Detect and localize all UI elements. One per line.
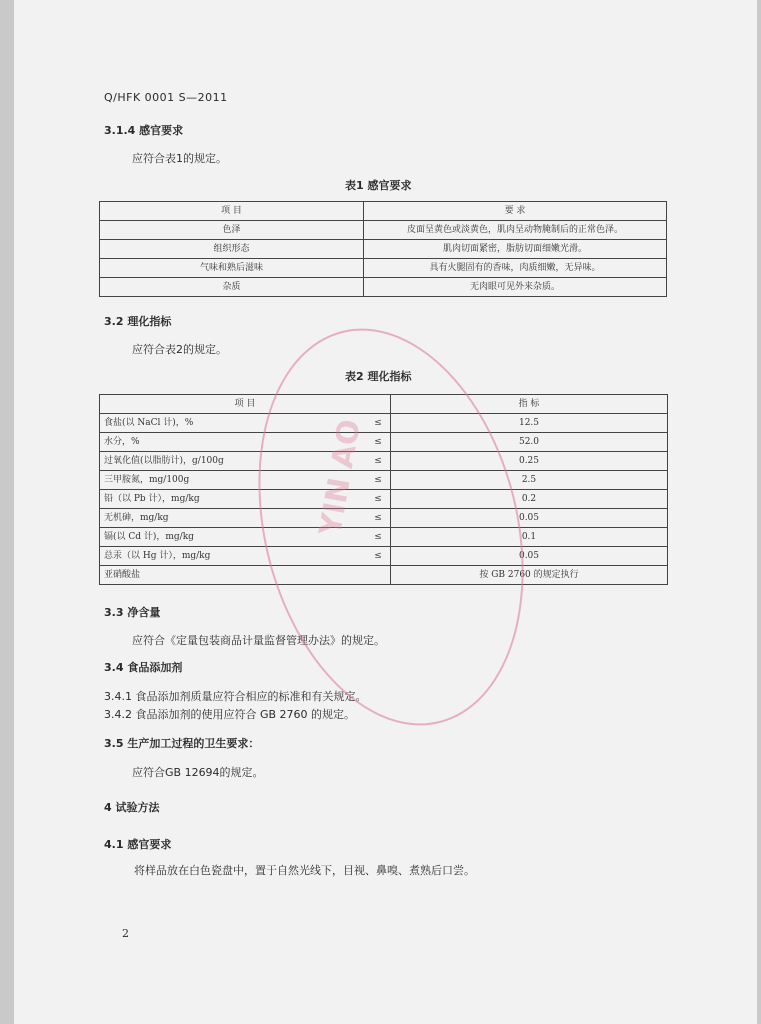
paragraph-3-2: 应符合表2的规定。 <box>132 343 227 356</box>
table2-value-cell: 按 GB 2760 的规定执行 <box>391 566 668 585</box>
heading-4-1: 4.1 感官要求 <box>104 838 172 851</box>
table2-value-cell: 2.5 <box>391 471 668 490</box>
table2-row <box>100 509 668 528</box>
table2-value-cell: 0.25 <box>391 452 668 471</box>
paragraph-3-4-2: 3.4.2 食品添加剂的使用应符合 GB 2760 的规定。 <box>104 708 356 721</box>
table2-header-cell: 项 目 <box>100 395 391 414</box>
table1-requirement-cell: 皮面呈黄色或淡黄色，肌肉呈动物腌制后的正常色泽。 <box>364 221 667 240</box>
table2-value-cell: 0.05 <box>391 547 668 566</box>
paragraph-3-1-4: 应符合表1的规定。 <box>132 152 227 165</box>
table1-header-row <box>100 202 667 221</box>
paragraph-3-4-1: 3.4.1 食品添加剂质量应符合相应的标准和有关规定。 <box>104 690 367 703</box>
table2-operator-cell: ≤ <box>366 490 391 509</box>
heading-3-1-4: 3.1.4 感官要求 <box>104 124 184 137</box>
table2-operator-cell <box>366 566 391 585</box>
table2-row <box>100 452 668 471</box>
paragraph-3-3: 应符合《定量包装商品计量监督管理办法》的规定。 <box>132 634 385 647</box>
heading-3-4: 3.4 食品添加剂 <box>104 661 183 674</box>
table1-item-cell: 组织形态 <box>100 240 364 259</box>
table2-row <box>100 566 668 585</box>
seal-text: YIN AO <box>313 416 368 539</box>
table2-operator-cell: ≤ <box>366 433 391 452</box>
document-page <box>14 0 757 1024</box>
table2-row <box>100 471 668 490</box>
table2-row <box>100 433 668 452</box>
table2-value-cell: 0.1 <box>391 528 668 547</box>
table1-header-cell: 要 求 <box>364 202 667 221</box>
table2-item-cell: 食盐(以 NaCl 计)，% <box>100 414 367 433</box>
table1-row <box>100 240 667 259</box>
table2-value-cell: 52.0 <box>391 433 668 452</box>
table1-requirement-cell: 具有火腿固有的香味，肉质细嫩，无异味。 <box>364 259 667 278</box>
table2-operator-cell: ≤ <box>366 528 391 547</box>
table2-item-cell: 铅（以 Pb 计），mg/kg <box>100 490 367 509</box>
table2-operator-cell: ≤ <box>366 452 391 471</box>
table1-header-cell: 项 目 <box>100 202 364 221</box>
table1-row <box>100 259 667 278</box>
table1-row <box>100 221 667 240</box>
table2-operator-cell: ≤ <box>366 471 391 490</box>
table2-value-cell: 12.5 <box>391 414 668 433</box>
page-number: 2 <box>122 927 129 940</box>
table1-item-cell: 气味和熟后滋味 <box>100 259 364 278</box>
table2-item-cell: 水分，% <box>100 433 367 452</box>
table2-row <box>100 547 668 566</box>
table2-value-cell: 0.05 <box>391 509 668 528</box>
sensory-table <box>99 201 667 297</box>
table1-item-cell: 色泽 <box>100 221 364 240</box>
table1-caption: 表1 感官要求 <box>345 179 412 192</box>
table2-operator-cell: ≤ <box>366 547 391 566</box>
table2-caption: 表2 理化指标 <box>345 370 412 383</box>
table2-row <box>100 528 668 547</box>
paragraph-3-5: 应符合GB 12694的规定。 <box>132 766 264 779</box>
table2-item-cell: 过氧化值(以脂肪计)，g/100g <box>100 452 367 471</box>
table2-row <box>100 414 668 433</box>
table2-value-cell: 0.2 <box>391 490 668 509</box>
table1-requirement-cell: 无肉眼可见外来杂质。 <box>364 278 667 297</box>
table2-header-row <box>100 395 668 414</box>
heading-3-2: 3.2 理化指标 <box>104 315 172 328</box>
table2-item-cell: 无机砷，mg/kg <box>100 509 367 528</box>
heading-3-5: 3.5 生产加工过程的卫生要求： <box>104 737 260 750</box>
table2-item-cell: 镉(以 Cd 计)，mg/kg <box>100 528 367 547</box>
heading-3-3: 3.3 净含量 <box>104 606 161 619</box>
table2-item-cell: 总汞（以 Hg 计），mg/kg <box>100 547 367 566</box>
table2-header-cell: 指 标 <box>391 395 668 414</box>
table2-item-cell: 亚硝酸盐 <box>100 566 367 585</box>
table1-row <box>100 278 667 297</box>
table1-item-cell: 杂质 <box>100 278 364 297</box>
table2-operator-cell: ≤ <box>366 414 391 433</box>
table1-requirement-cell: 肌肉切面紧密，脂肪切面细嫩光滑。 <box>364 240 667 259</box>
table2-item-cell: 三甲胺氮，mg/100g <box>100 471 367 490</box>
heading-4: 4 试验方法 <box>104 801 160 814</box>
doc-code: Q/HFK 0001 S—2011 <box>104 91 228 104</box>
physicochemical-table <box>99 394 668 585</box>
paragraph-4-1: 将样品放在白色瓷盘中，置于自然光线下，目视、鼻嗅、煮熟后口尝。 <box>134 864 475 877</box>
table2-operator-cell: ≤ <box>366 509 391 528</box>
table2-row <box>100 490 668 509</box>
